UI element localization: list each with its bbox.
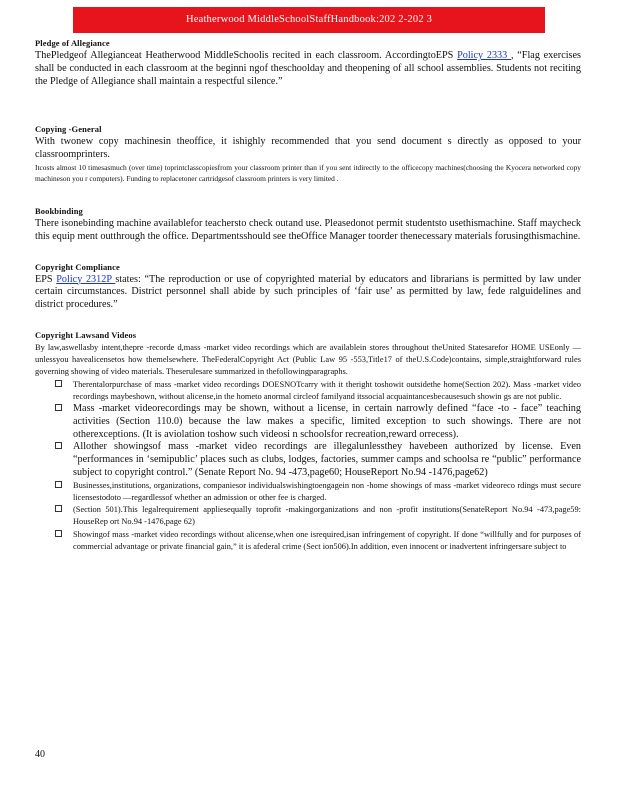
page-content bbox=[35, 38, 581, 553]
square-bullet-icon bbox=[55, 481, 62, 488]
list-item bbox=[55, 403, 581, 441]
pledge-text-after-link: , “Flag exercises shall be conducted in each classroom at the beginni ngof theschoolday and theopening of all school assemblies. Students not reciting the Pledge of Allegiance shall maintain a respectful silence.” bbox=[35, 50, 581, 87]
list-item-text: Therentalorpurchase of mass -market video recordings DOESNOTcarry with it theright toshowit outsidethe home(Section 202). Mass -market video recordings maybeshown, without alicense,in the hometo anormal circleof familyand itssocial acquaintancesbecausesuch showin gs are not public. bbox=[73, 379, 581, 401]
copyright-text-before-link: EPS bbox=[35, 273, 57, 285]
list-item bbox=[55, 504, 581, 528]
square-bullet-icon bbox=[55, 442, 62, 449]
page-number: 40 bbox=[35, 749, 45, 760]
bookbinding-heading: Bookbinding bbox=[35, 205, 83, 216]
copying-section bbox=[35, 124, 581, 184]
handbook-header-bar bbox=[73, 7, 545, 33]
list-item-text: (Section 501).This legalrequirement appliesequally toprofit -makingorganizations and non -profit institutions(SenateReport No.94 -473,page59: HouseRep ort No.94 -1476,page 62) bbox=[73, 505, 581, 527]
copyright-text-after-link: states: “The reproduction or use of copyrighted material by educators and librarians is permitted by law under certain circumstances. District personnel shall abide by such principles of ‘fair use’ as permitted by law, fede ralguidelines and district procedures.” bbox=[35, 273, 581, 311]
policy-2333-link[interactable]: Policy 2333 bbox=[457, 50, 511, 61]
copying-paragraph-line1: With twonew copy machinesin theoffice, it ishighly recommended that you send document s directly as opposed to your classroomprinters. bbox=[35, 136, 581, 161]
policy-2312p-link[interactable]: Policy 2312P bbox=[56, 273, 116, 285]
list-item bbox=[55, 480, 581, 504]
pledge-text-before-link: ThePledgeof Allegianceat Heatherwood MiddleSchoolis recited in each classroom. AccordingtoEPS bbox=[35, 50, 458, 61]
square-bullet-icon bbox=[55, 404, 62, 411]
list-item-text: Businesses,institutions, organizations, companiesor individualswishingtoengagein non -home showings of mass -market videoreco rdings must secure licensestodoto —regardlessof whether an admission or other fee is charged. bbox=[73, 480, 581, 502]
list-item-text: Mass -market videorecordings may be shown, without a license, in certain narrowly defined “face -to - face” teaching activities (Section 110.0) because the law makes a specific, limited exception to such showings. There are not otherexceptions. (It is aviolation toshow such videosi n schoolsfor recreation,reward orrecess). bbox=[73, 402, 581, 440]
pledge-paragraph bbox=[35, 50, 581, 88]
pledge-heading: Pledge of Allegiance bbox=[35, 38, 110, 48]
square-bullet-icon bbox=[55, 505, 62, 512]
square-bullet-icon bbox=[55, 380, 62, 387]
header-title: Heatherwood MiddleSchoolStaffHandbook:202 2-202 3 bbox=[185, 14, 433, 25]
list-item bbox=[55, 529, 581, 553]
copyright-compliance-section bbox=[35, 262, 581, 312]
copying-heading: Copying -General bbox=[35, 124, 102, 135]
copyright-compliance-heading: Copyright Compliance bbox=[35, 261, 120, 272]
list-item bbox=[55, 379, 581, 403]
copyright-videos-section bbox=[35, 330, 581, 553]
list-item-text: Showingof mass -market video recordings without alicense,when one isrequired,isan infringement of copyright. If done “willfully and for purposes of commercial advantage or private financial gain,” it is afederal crime (Sect ion506).In addition, even innocent or inadvertent infringersare subject to bbox=[73, 529, 581, 551]
bookbinding-paragraph: There isonebinding machine availablefor teachersto check outand use. Pleasedonot permit studentsto usethismachine. Staff maycheck this equip ment outthrough the office. Departmentsshould see theOffice Manager toorder thenecessary materials forusingthismachine. bbox=[35, 217, 581, 242]
copying-paragraph-cost: Itcosts almost 10 timesasmuch (over time) toprintclasscopiesfrom your classroom printer than if you sent itdirectly to the officecopy machines(choosing the Kyocera networked copy machineson you r computers). Funding to replacetoner cartridgesof classroom printers is very limited . bbox=[35, 162, 581, 183]
list-item-text: Allother showingsof mass -market video recordings are illegalunlessthey havebeen authorized by license. Even “performances in ‘semipublic’ places such as clubs, lodges, factories, summer camps and schoolsa re “public” performance subject to copyright control.” (Senate Report No. 94 -473,page60; HouseReport No.94 -1476,page62) bbox=[73, 441, 581, 478]
copyright-compliance-paragraph bbox=[35, 274, 581, 312]
video-rules-list bbox=[35, 379, 581, 553]
copyright-videos-intro: By law,aswellasby intent,thepre -recorde d,mass -market video recordings which are availablein stores throughout theUnited Statesarefor HOME USEonly —unlessyou havealicensetos how themelsewhere. TheFederalCopyright Act (Public Law 95 -553,Title17 of theU.S.Code)contains, simple,straightforward rules governing showing of video materials. Theserulesare summarized in thefollowingparagraphs. bbox=[35, 342, 581, 377]
pledge-section bbox=[35, 38, 581, 88]
bookbinding-section bbox=[35, 206, 581, 244]
list-item bbox=[55, 441, 581, 479]
copyright-videos-heading: Copyright Lawsand Videos bbox=[35, 329, 137, 340]
square-bullet-icon bbox=[55, 530, 62, 537]
